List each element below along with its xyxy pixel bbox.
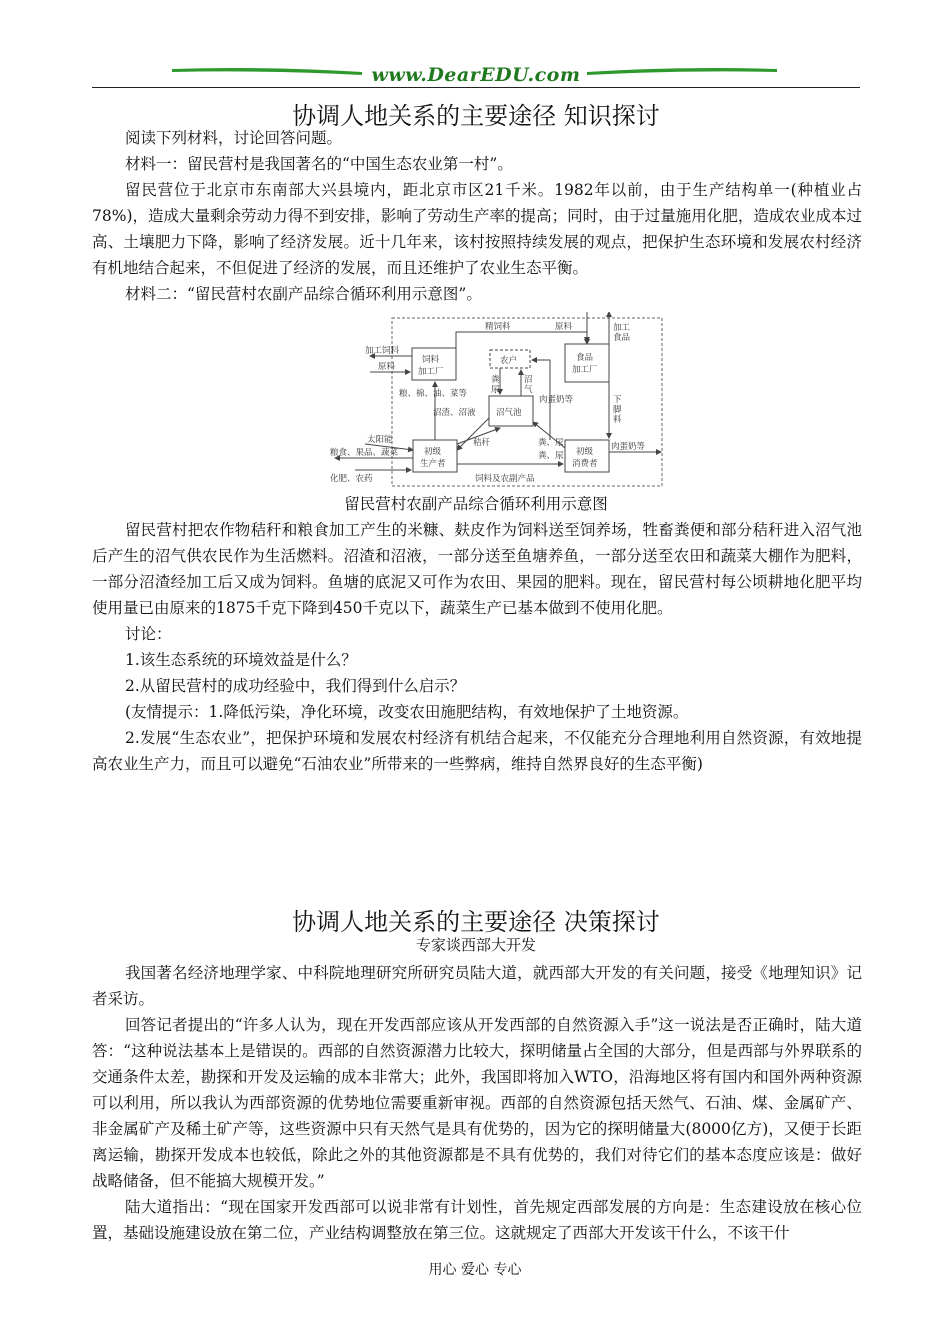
section1-paragraph: 阅读下列材料，讨论回答问题。	[125, 129, 343, 147]
label-raw-left: 原料	[378, 362, 396, 372]
section1-paragraph: 材料一：留民营村是我国著名的“中国生态农业第一村”。	[125, 155, 513, 173]
section1-title: 协调人地关系的主要途径 知识探讨	[292, 102, 660, 130]
label-crops: 粮、棉、油、菜等	[399, 389, 468, 399]
question: 2.从留民营村的成功经验中，我们得到什么启示？	[125, 677, 466, 695]
label-byproduct-2: 脚	[613, 405, 622, 415]
label-process-1: 加工	[613, 323, 631, 333]
label-raw-top: 原料	[555, 322, 573, 332]
consumer-label-2: 消费者	[572, 459, 598, 469]
label-slurry: 沼渣、沼液	[433, 408, 476, 418]
label-feed-consumer: 饲料及农副产品	[475, 474, 535, 484]
label-process-2: 食品	[613, 333, 631, 343]
section2-title: 协调人地关系的主要途径 决策探讨	[292, 908, 660, 936]
site-logo[interactable]: www.DearEDU.com	[371, 64, 581, 86]
food-factory-label-2: 加工厂	[572, 365, 598, 375]
producer-label-1: 初级	[424, 447, 442, 457]
label-sun: 太阳能	[367, 435, 393, 445]
section1-paragraph: 留民营村把农作物秸秆和粮食加工产生的米糠、麸皮作为饲料送至饲养场，牲畜粪便和部分秸秆进入沼气池后产生的沼气供农民作为生活燃料。沼渣和沼液，一部分送至鱼塘养鱼，一部分送至农田和蔬菜大棚作为肥料，一部分沼渣经加工后又成为饲料。鱼塘的底泥又可作为农田、果园的肥料。现在，留民营村每公顷耕地化肥平均使用量已由原来的1875千克下降到450千克以下，蔬菜生产已基本做到不使用化肥。	[92, 521, 862, 617]
food-factory-box	[565, 344, 609, 382]
label-meat-out: 肉蛋奶等	[611, 442, 646, 452]
page-header	[92, 60, 860, 90]
label-meat-v: 肉蛋奶等	[539, 395, 574, 405]
diagram-caption: 留民营村农副产品综合循环利用示意图	[344, 495, 608, 513]
label-grain-out: 粮食、果品、蔬菜	[330, 448, 399, 458]
label-dung-consumer-2: 粪、尿	[538, 451, 564, 461]
label-biogas-2: 气	[524, 385, 533, 395]
label-dung-consumer: 粪、尿	[538, 438, 564, 448]
label-dung-2: 尿	[491, 385, 500, 395]
page-footer: 用心 爱心 专心	[428, 1262, 522, 1278]
consumer-label-1: 初级	[576, 447, 594, 457]
label-straw: 秸秆	[473, 438, 491, 448]
section2-paragraph: 陆大道指出：“现在国家开发西部可以说非常有计划性，首先规定西部发展的方向是：生态建设放在核心位置，基础设施建设放在第二位，产业结构调整放在第三位。这就规定了西部大开发该干什么，不该干什	[92, 1198, 862, 1242]
section2-paragraph: 回答记者提出的“许多人认为，现在开发西部应该从开发西部的自然资源入手”这一说法是否正确时，陆大道答：“这种说法基本上是错误的。西部的自然资源潜力比较大，探明储量占全国的大部分，但是西部与外界联系的交通条件太差，勘探和开发及运输的成本非常大；此外，我国即将加入WTO，沿海地区将有国内和国外两种资源可以利用，所以我认为西部资源的优势地位需要重新审视。西部的自然资源包括天然气、石油、煤、金属矿产、非金属矿产及稀土矿产等，这些资源中只有天然气是具有优势的，因为它的探明储量大(8000亿方)，又便于长距离运输，勘探开发成本也较低，除此之外的其他资源都是不具有优势的，我们对待它们的基本态度应该是：做好战略储备，但不能搞大规模开发。”	[92, 1016, 862, 1190]
label-processed-feed: 加工饲料	[365, 346, 400, 356]
farmer-label: 农户	[500, 356, 518, 366]
feed-factory-label-1: 饲料	[422, 355, 440, 365]
section1-paragraph: 留民营位于北京市东南部大兴县境内，距北京市区21千米。1982年以前，由于生产结构单一(种植业占78%)，造成大量剩余劳动力得不到安排，影响了劳动生产率的提高；同时，由于过量施用化肥，造成农业成本过高、土壤肥力下降，影响了经济发展。近十几年来，该村按照持续发展的观点，把保护生态环境和发展农村经济有机地结合起来，不但促进了经济的发展，而且还维护了农业生态平衡。	[92, 181, 862, 277]
biogas-label: 沼气池	[496, 408, 522, 418]
hint: 2.发展“生态农业”，把保护环境和发展农村经济有机结合起来，不仅能充分合理地利用自然资源，有效地提高农业生产力，而且可以避免“石油农业”所带来的一些弊病，维持自然界良好的生态平衡)	[92, 729, 862, 773]
header-rule	[92, 87, 860, 88]
label-biogas-1: 沼	[524, 375, 533, 385]
producer-label-2: 生产者	[420, 459, 446, 469]
food-factory-label-1: 食品	[576, 353, 594, 363]
question: 1.该生态系统的环境效益是什么？	[125, 651, 357, 669]
cycle-diagram	[325, 312, 665, 492]
label-jingsiliao: 精饲料	[485, 322, 511, 332]
label-fertilizer: 化肥、农药	[330, 474, 373, 484]
feed-factory-label-2: 加工厂	[418, 367, 444, 377]
label-dung-1: 粪	[491, 375, 500, 385]
section2-subtitle: 专家谈西部大开发	[415, 936, 536, 954]
label-byproduct-3: 料	[613, 415, 622, 425]
label-byproduct-1: 下	[613, 395, 622, 405]
section2-paragraph: 我国著名经济地理学家、中科院地理研究所研究员陆大道，就西部大开发的有关问题，接受《地理知识》记者采访。	[92, 964, 862, 1008]
section1-paragraph: 材料二：“留民营村农副产品综合循环利用示意图”。	[125, 285, 482, 303]
hint: (友情提示：1.降低污染，净化环境，改变农田施肥结构，有效地保护了土地资源。	[125, 703, 689, 721]
section1-paragraph: 讨论：	[125, 625, 172, 643]
